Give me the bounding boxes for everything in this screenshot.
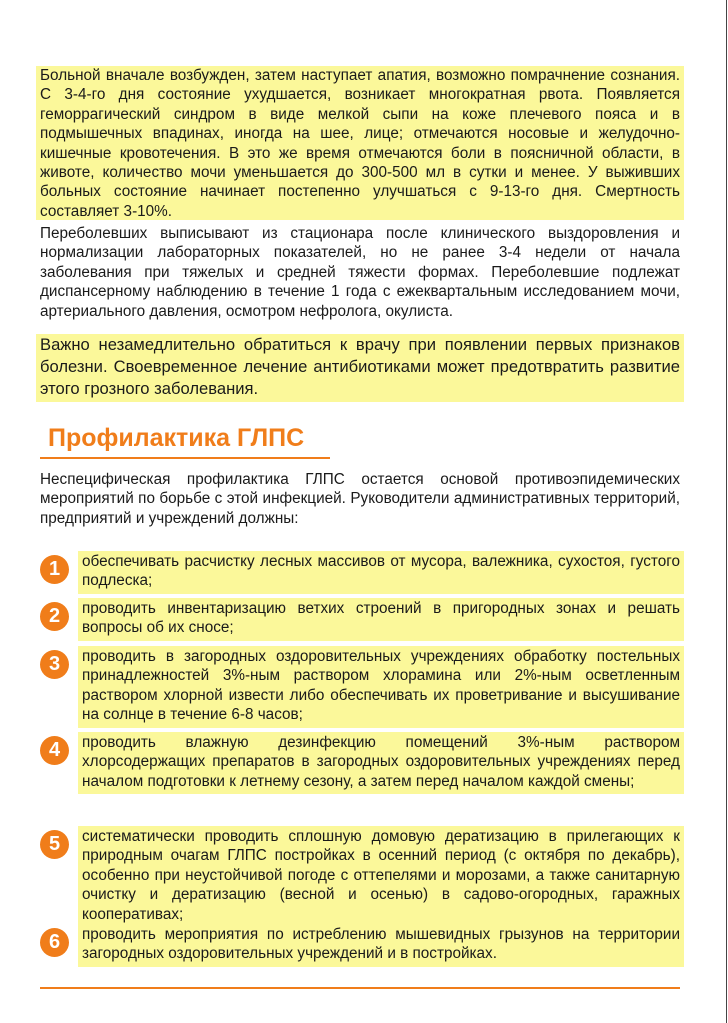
list-item-text: проводить в загородных оздоровительных учреждениях обработку постельных принадлежностей 3%-ным раствором хлорамина или 2%-ным осветленным раствором хлорной извести либо обеспечивать их проветривание и высушивание на солнце в течение 6-8 часов; xyxy=(78,646,684,728)
heading-underline xyxy=(40,457,330,459)
list-item-text: проводить влажную дезинфекцию помещений 3%-ным раствором хлорсодержащих препаратов в загородных оздоровительных учреждениях перед началом подготовки к летнему сезону, а затем перед началом каждой смены; xyxy=(78,732,684,794)
number-badge-icon: 4 xyxy=(40,736,69,765)
section-heading: Профилактика ГЛПС xyxy=(48,424,305,452)
discharge-paragraph: Переболевших выписывают из стационара после клинического выздоровления и нормализации лабораторных показателей, но не ранее 3-4 недели от начала заболевания при тяжелых и средней тяжести формах. Переболевшие подлежат диспансерному наблюдению в течение 1 года с ежеквартальным исследованием мочи, артериального давления, осмотром нефролога, окулиста. xyxy=(40,225,680,320)
list-item-text: обеспечивать расчистку лесных массивов от мусора, валежника, сухостоя, густого подлеска; xyxy=(78,551,684,594)
section-intro: Неспецифическая профилактика ГЛПС остается основой противоэпидемических мероприятий по борьбе с этой инфекцией. Руководители административных территорий, предприятий и учреждений должны: xyxy=(40,471,680,527)
list-item-text: систематически проводить сплошную домовую дератизацию в прилегающих к природным очагам ГЛПС постройках в осенний период (с октября по декабрь), особенно при неустойчивой погоде с оттепелями и морозами, а также санитарную очистку и дератизацию (весной и осенью) в садово-огородных, гаражных кооперативах; xyxy=(78,826,684,927)
number-badge-icon: 1 xyxy=(40,555,69,584)
list-item-text: проводить мероприятия по истреблению мышевидных грызунов на территории загородных оздоровительных учреждений и в постройках. xyxy=(78,924,684,967)
page-edge xyxy=(726,0,727,1023)
number-badge-icon: 3 xyxy=(40,650,69,679)
number-badge-icon: 6 xyxy=(40,928,69,957)
number-badge-icon: 2 xyxy=(40,602,69,631)
list-item-text: проводить инвентаризацию ветхих строений в пригородных зонах и решать вопросы об их сносе; xyxy=(78,598,684,641)
number-badge-icon: 5 xyxy=(40,830,69,859)
important-notice: Важно незамедлительно обратиться к врачу при появлении первых признаков болезни. Своевременное лечение антибиотиками может предотвратить развитие этого грозного заболевания. xyxy=(36,334,684,402)
bottom-divider xyxy=(40,987,680,989)
symptoms-paragraph: Больной вначале возбужден, затем наступает апатия, возможно помрачнение сознания. С 3-4-го дня состояние ухудшается, возникает многократная рвота. Появляется геморрагический синдром в виде мелкой сыпи на коже плечевого пояса и в подмышечных впадинах, иногда на шее, лице; отмечаются носовые и желудочно-кишечные кровотечения. В это же время отмечаются боли в поясничной области, в животе, количество мочи уменьшается до 300-500 мл в сутки и менее. У выживших больных состояние начинает постепенно улучшаться с 9-13-го дня. Смертность составляет 3-10%. xyxy=(36,66,684,220)
